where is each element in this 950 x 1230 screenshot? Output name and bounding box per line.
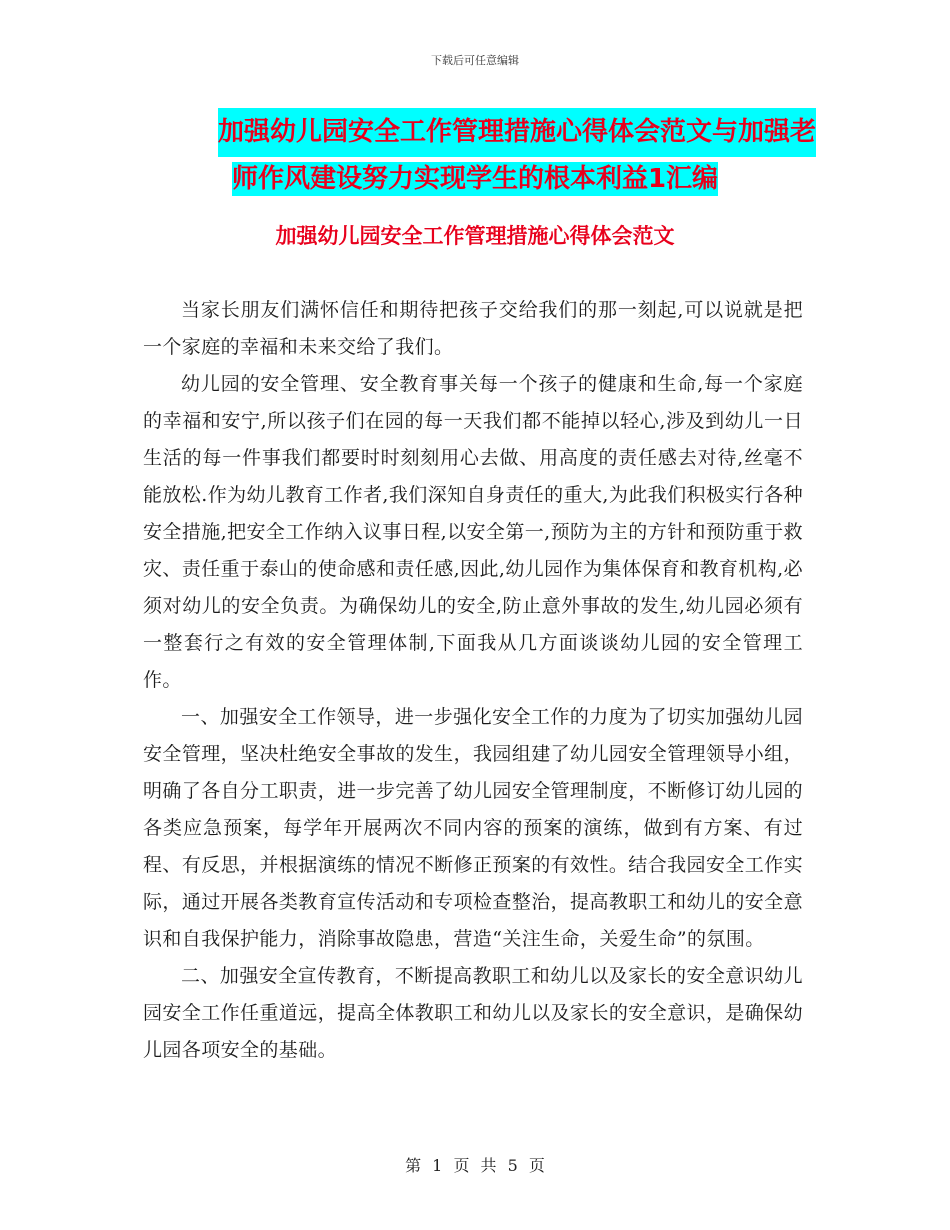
paragraph-4: 二、加强安全宣传教育，不断提高教职工和幼儿以及家长的安全意识幼儿园安全工作任重道远，提高全体教职工和幼儿以及家长的安全意识，是确保幼儿园各项安全的基础。: [143, 965, 803, 1061]
paragraph-3: 一、加强安全工作领导，进一步强化安全工作的力度为了切实加强幼儿园安全管理，坚决杜绝安全事故的发生，我园组建了幼儿园安全管理领导小组，明确了各自分工职责，进一步完善了幼儿园安全管理制度，不断修订幼儿园的各类应急预案，每学年开展两次不同内容的预案的演练，做到有方案、有过程、有反思，并根据演练的情况不断修正预案的有效性。结合我园安全工作实际，通过开展各类教育宣传活动和专项检查整治，提高教职工和幼儿的安全意识和自我保护能力，消除事故隐患，营造“关注生命，关爱生命”的氛围。: [143, 706, 803, 950]
title-line-1: 加强幼儿园安全工作管理措施心得体会范文与加强老: [218, 108, 816, 157]
body-text: [143, 292, 803, 1069]
page-number-footer: 第 1 页 共 5 页: [405, 1156, 545, 1175]
header-note: 下载后可任意编辑: [431, 54, 519, 67]
title-line-2: 师作风建设努力实现学生的根本利益1汇编: [231, 164, 719, 194]
section-heading: 加强幼儿园安全工作管理措施心得体会范文: [275, 224, 675, 248]
paragraph-2: 幼儿园的安全管理、安全教育事关每一个孩子的健康和生命,每一个家庭的幸福和安宁,所以孩子们在园的每一天我们都不能掉以轻心,涉及到幼儿一日生活的每一件事我们都要时时刻刻用心去做、用高度的责任感去对待,丝毫不能放松.作为幼儿教育工作者,我们深知自身责任的重大,为此我们积极实行各种安全措施,把安全工作纳入议事日程,以安全第一,预防为主的方针和预防重于救灾、责任重于泰山的使命感和责任感,因此,幼儿园作为集体保育和教育机构,必须对幼儿的安全负责。为确保幼儿的安全,防止意外事故的发生,幼儿园必须有一整套行之有效的安全管理体制,下面我从几方面谈谈幼儿园的安全管理工作。: [143, 373, 803, 691]
paragraph-1: 当家长朋友们满怀信任和期待把孩子交给我们的那一刻起,可以说就是把一个家庭的幸福和未来交给了我们。: [143, 299, 803, 358]
document-title: [0, 108, 950, 202]
